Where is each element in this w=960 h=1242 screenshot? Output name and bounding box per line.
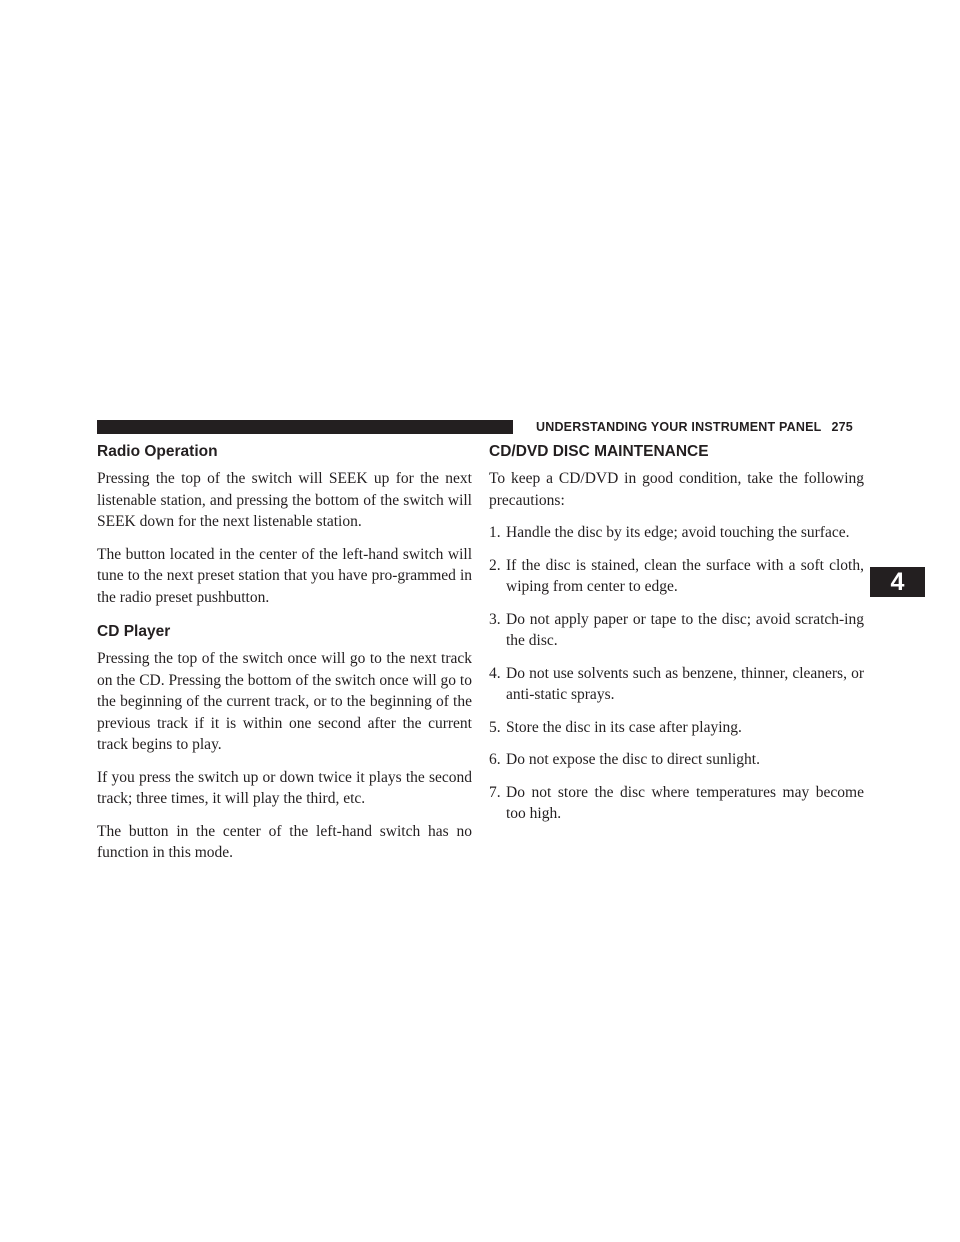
precautions-list: [489, 522, 864, 825]
chapter-tab: 4: [870, 567, 925, 597]
right-column: [489, 442, 864, 836]
cd-paragraph-1: Pressing the top of the switch once will go to the next track on the CD. Pressing the bottom of the switch once will go to the beginning of the current track, or to the beginning of the previous track if it is within one second after the current track begins to play.: [97, 650, 472, 753]
list-number: 1.: [489, 524, 501, 541]
list-text: Store the disc in its case after playing.: [506, 718, 742, 736]
list-item: [489, 522, 864, 544]
list-number: 5.: [489, 718, 501, 736]
header-rule: [97, 420, 513, 434]
radio-paragraph-1: Pressing the top of the switch will SEEK up for the next listenable station, and pressing the bottom of the switch will SEEK down for the next listenable station.: [97, 470, 472, 530]
list-text: Do not store the disc where temperatures may become too high.: [506, 783, 864, 822]
list-number: 3.: [489, 610, 501, 628]
list-item: [489, 555, 864, 598]
list-item: [489, 717, 864, 739]
list-text: Do not expose the disc to direct sunlight.: [506, 751, 760, 768]
list-item: [489, 609, 864, 652]
section-title: UNDERSTANDING YOUR INSTRUMENT PANEL: [536, 420, 822, 434]
list-number: 4.: [489, 664, 501, 682]
list-text: Handle the disc by its edge; avoid touching the surface.: [506, 524, 850, 541]
list-text: Do not use solvents such as benzene, thinner, cleaners, or anti-static sprays.: [506, 664, 864, 703]
list-item: [489, 749, 864, 771]
disc-maintenance-heading: CD/DVD DISC MAINTENANCE: [489, 443, 709, 460]
cd-paragraph-2: If you press the switch up or down twice it plays the second track; three times, it will play the third, etc.: [97, 768, 472, 807]
list-item: [489, 663, 864, 706]
cd-player-heading: CD Player: [97, 623, 171, 640]
radio-operation-heading: Radio Operation: [97, 443, 218, 460]
list-text: Do not apply paper or tape to the disc; avoid scratch-ing the disc.: [506, 610, 864, 649]
left-column: [97, 442, 472, 875]
list-item: [489, 782, 864, 825]
page-number: 275: [831, 420, 853, 434]
disc-maintenance-intro: To keep a CD/DVD in good condition, take the following precautions:: [489, 470, 864, 509]
running-header: [536, 420, 853, 434]
list-number: 6.: [489, 751, 501, 768]
radio-paragraph-2: The button located in the center of the left-hand switch will tune to the next preset station that you have pro-grammed in the radio preset pushbutton.: [97, 545, 472, 606]
cd-paragraph-3: The button in the center of the left-hand switch has no function in this mode.: [97, 822, 472, 861]
list-number: 2.: [489, 556, 501, 574]
list-number: 7.: [489, 783, 501, 801]
list-text: If the disc is stained, clean the surface with a soft cloth, wiping from center to edge.: [506, 556, 864, 595]
